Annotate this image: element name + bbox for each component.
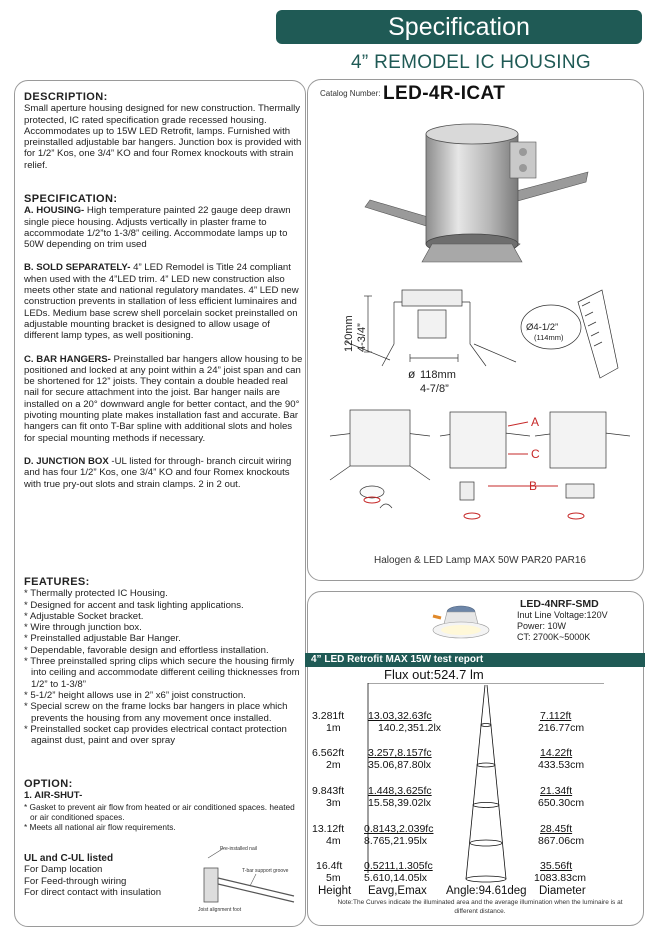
list-item: * Thermally protected IC Housing. (24, 588, 168, 600)
spec-hangers (24, 354, 304, 444)
product-name: LED-4NRF-SMD (520, 598, 599, 610)
ul-section (24, 853, 204, 898)
diameter-in: 4-7/8” (420, 383, 449, 395)
title-banner: Specification (276, 10, 642, 44)
row3-e-fc: 1.448,3.625fc (368, 785, 432, 797)
description-text: Small aperture housing designed for new construction. Thermally protected, IC rated specification grade recessed housing. Accommodates up to 15W LED Retrofit, lamps. Furnished with preinstalled adjustable bar hangers. Junction box is provided with for 1/2” Kos, one 3/4” KO and four Romex knockouts with strain relief. (24, 103, 302, 171)
spec-jbox-text: -UL listed for through- branch circuit wiring and has four 1/2” Kos, one 3/4” KO and four Romex knockouts with true pry-out slots and strain clamps. 2 in 2 out. (24, 455, 292, 490)
spec-housing (24, 205, 304, 250)
footer-eavg-label: Eavg,Emax (368, 885, 427, 897)
catalog-number: LED-4R-ICAT (383, 83, 506, 104)
diagram-label-tbar: T-bar support groove (242, 868, 289, 874)
ul-item: For Feed-through wiring (24, 875, 127, 887)
specification-section (24, 194, 304, 490)
row4-e-lx: 8.765,21.95lx (364, 835, 428, 847)
installation-steps-drawing (320, 400, 638, 550)
row4-height-m: 4m (326, 835, 341, 847)
diameter-symbol: ø (408, 367, 416, 381)
row4-e-fc: 0.8143,2.039fc (364, 823, 434, 835)
list-item: * Gasket to prevent air flow from heated or air conditioned spaces. heated or air conditioned spaces. (24, 801, 295, 822)
spec-hangers-label: C. BAR HANGERS- (24, 353, 111, 365)
lamp-caption: Halogen & LED Lamp MAX 50W PAR20 PAR16 (374, 555, 586, 566)
cutout-in: Ø4-1/2” (526, 322, 559, 333)
features-title: FEATURES: (24, 576, 90, 588)
option-list (24, 802, 304, 833)
product-spec-voltage: Inut Line Voltage:120V (517, 610, 608, 620)
row4-dia-ft: 28.45ft (540, 823, 573, 835)
spec-jbox-label: D. JUNCTION BOX (24, 455, 109, 467)
row2-dia-cm: 433.53cm (538, 759, 585, 771)
features-section (24, 577, 304, 746)
bar-hanger-diagram (196, 838, 298, 914)
ul-item: For Damp location (24, 864, 103, 876)
diameter-mm: 118mm (420, 369, 456, 381)
product-spec-cct: CT: 2700K~5000K (517, 632, 591, 642)
dimension-drawing (320, 282, 640, 397)
ul-title: UL and C-UL listed (24, 853, 114, 864)
footer-diameter-label: Diameter (539, 885, 586, 897)
diagram-label-foot: Joist alignment foot (198, 907, 242, 913)
row3-height-ft: 9.843ft (312, 785, 345, 797)
row4-dia-cm: 867.06cm (538, 835, 585, 847)
row1-e-fc: 13.03,32.63fc (368, 710, 432, 722)
footer-height-label: Height (318, 885, 352, 897)
row3-height-m: 3m (326, 797, 341, 809)
step-label-a: A (531, 415, 540, 429)
spec-housing-label: A. HOUSING- (24, 205, 85, 217)
row3-dia-cm: 650.30cm (538, 797, 585, 809)
row5-dia-cm: 1083.83cm (534, 872, 586, 884)
product-subtitle: 4” REMODEL IC HOUSING (351, 52, 591, 73)
product-specs (517, 610, 608, 643)
row1-dia-cm: 216.77cm (538, 722, 585, 734)
row1-height-m: 1m (326, 722, 341, 734)
list-item: * Wire through junction box. (24, 622, 142, 634)
description-title: DESCRIPTION: (24, 91, 108, 103)
product-spec-power: Power: 10W (517, 621, 567, 631)
catalog-label: Catalog Number: (320, 89, 381, 98)
spec-sold-label: B. SOLD SEPARATELY- (24, 262, 131, 274)
list-item: * Special screw on the frame locks bar hangers in place which prevents the housing from any movement once installed. (24, 701, 288, 724)
list-item: * Designed for accent and task lighting applications. (24, 599, 244, 611)
cutout-mm: (114mm) (534, 333, 564, 342)
list-item: * Dependable, favorable design and effortless installation. (24, 644, 269, 656)
list-item: * Preinstalled adjustable Bar Hanger. (24, 633, 181, 645)
height-in: 4-3/4” (356, 323, 368, 352)
report-title-bar: 4” LED Retrofit MAX 15W test report (305, 653, 645, 667)
diagram-label-nail: Pre-installed nail (220, 846, 257, 852)
spec-hangers-text: Preinstalled bar hangers allow housing to be positioned and locked at any point within a 24” joist span and can be shortened for 12” joists. They contain a double headed real nail for secure attachment into the joist. Bar hanger nails are installed on a 20° downward angle for better contact, and the 90° pivoting mounting plate makes installation fast and accurate. Bar hangers can fit onto T-Bar spline with additional slots and holes for special mounting methods if necessary. (24, 353, 303, 444)
row5-height-m: 5m (326, 872, 341, 884)
footer-angle-label: Angle:94.61deg (446, 885, 527, 897)
list-item: * Preinstalled socket cap provides electrical contact protection against dust, paint and over spray (24, 723, 287, 747)
row1-e-lx: 140.2,351.2lx (378, 722, 442, 734)
flux-value: Flux out:524.7 lm (384, 667, 484, 682)
description-section (24, 92, 304, 171)
row5-dia-ft: 35.56ft (540, 860, 573, 872)
row2-dia-ft: 14.22ft (540, 747, 573, 759)
step-label-c: C (531, 447, 540, 461)
row3-dia-ft: 21.34ft (540, 785, 573, 797)
row1-height-ft: 3.281ft (312, 710, 345, 722)
ul-item: For direct contact with insulation (24, 886, 162, 898)
height-mm: 120mm (343, 315, 355, 352)
row5-e-fc: 0.5211,1.305fc (364, 860, 433, 872)
retrofit-lamp-image (425, 598, 495, 648)
row2-e-lx: 35.06,87.80lx (368, 759, 432, 771)
list-item: * Three preinstalled spring clips which secure the housing firmly into ceiling and accommodate different ceiling thicknesses from 1/2” to 1-3/8” (24, 656, 300, 690)
option-title: OPTION: (24, 778, 73, 790)
housing-photo (360, 112, 590, 282)
row2-height-m: 2m (326, 759, 341, 771)
list-item: * Adjustable Socket bracket. (24, 610, 144, 622)
step-label-b: B (529, 479, 538, 493)
option-section (24, 779, 304, 833)
row2-e-fc: 3.257,8.157fc (368, 747, 432, 759)
spec-jbox (24, 456, 304, 490)
features-list (24, 588, 304, 746)
report-note: Note:The Curves indicate the illuminated area and the average illumination when the luminaire is at different distance. (337, 899, 623, 915)
list-item: * 5-1/2” height allows use in 2” x6” joist construction. (24, 689, 246, 701)
spec-sold (24, 262, 304, 341)
list-item: * Meets all national air flow requirements. (24, 822, 176, 833)
row1-dia-ft: 7.112ft (540, 710, 572, 722)
row3-e-lx: 15.58,39.02lx (368, 797, 432, 809)
specification-title: SPECIFICATION: (24, 193, 118, 205)
row5-e-lx: 5.610,14.05lx (364, 872, 428, 884)
row5-height-ft: 16.4ft (316, 860, 343, 872)
row4-height-ft: 13.12ft (312, 823, 345, 835)
spec-sold-text: 4” LED Remodel is Title 24 compliant when used with the 4”LED trim. 4” LED new construction also meets other state and national regulatory mandates. 4” LED new construction prevents in stallation of less efficient luminaires and LEDs. Medium base screw shell porcelain socket preinstalled on adjustable mounting bracket is designed to allow usage of different lamp types, as well positioning. (24, 262, 299, 342)
option-subtitle: 1. AIR-SHUT- (24, 790, 83, 802)
spec-housing-text: High temperature painted 22 gauge deep drawn single piece housing. Adjusts vertically in plaster frame to accommodate 1/2”to 1-3/8” ceiling. Accommodate lamps up to 50W depending on trim used (24, 205, 291, 251)
row2-height-ft: 6.562ft (312, 747, 345, 759)
